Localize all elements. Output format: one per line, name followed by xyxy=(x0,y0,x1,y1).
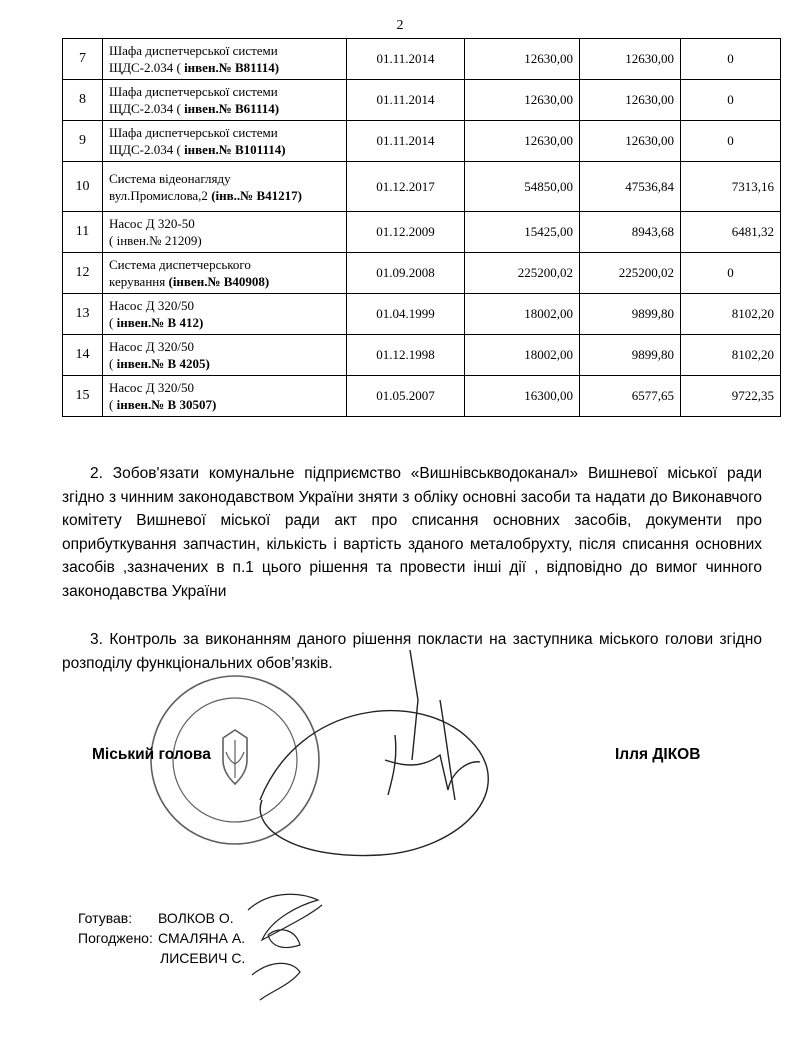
asset-name: Шафа диспетчерської системи ЩДС-2.034 ( інвен.№ В81114) xyxy=(103,39,347,80)
lysevych-signature xyxy=(252,963,300,1000)
initial-value: 12630,00 xyxy=(465,39,580,80)
row-number: 14 xyxy=(63,335,103,376)
paragraph-3: 3. Контроль за виконанням даного рішення покласти на заступника міського голови згідно розподілу функціональних обов’язків. xyxy=(62,631,762,672)
inventory-number: (інв..№ В41217) xyxy=(211,187,302,203)
initial-value: 16300,00 xyxy=(465,376,580,417)
asset-name: Насос Д 320-50 ( інвен.№ 21209) xyxy=(103,212,347,253)
commission-date: 01.11.2014 xyxy=(347,121,465,162)
initial-value: 18002,00 xyxy=(465,335,580,376)
depreciation-value: 225200,02 xyxy=(580,253,681,294)
asset-name: Насос Д 320/50 ( інвен.№ В 30507) xyxy=(103,376,347,417)
table-row xyxy=(63,121,781,162)
asset-name: Система диспетчерського керування (інвен.№ В40908) xyxy=(103,253,347,294)
row-number: 9 xyxy=(63,121,103,162)
commission-date: 01.12.2009 xyxy=(347,212,465,253)
row-number: 11 xyxy=(63,212,103,253)
residual-value: 0 xyxy=(681,39,781,80)
signature-title: Міський голова xyxy=(92,746,211,763)
initial-value: 18002,00 xyxy=(465,294,580,335)
asset-name: Насос Д 320/50 ( інвен.№ В 412) xyxy=(103,294,347,335)
table-row xyxy=(63,212,781,253)
residual-value: 8102,20 xyxy=(681,294,781,335)
residual-value: 0 xyxy=(681,121,781,162)
residual-value: 0 xyxy=(681,80,781,121)
commission-date: 01.12.1998 xyxy=(347,335,465,376)
agreed-label: Погоджено: xyxy=(78,930,153,946)
commission-date: 01.09.2008 xyxy=(347,253,465,294)
prepared-label: Готував: xyxy=(78,910,133,926)
assets-table xyxy=(62,38,781,417)
initial-value: 12630,00 xyxy=(465,80,580,121)
residual-value: 9722,35 xyxy=(681,376,781,417)
asset-name: Шафа диспетчерської системи ЩДС-2.034 ( інвен.№ В61114) xyxy=(103,80,347,121)
depreciation-value: 8943,68 xyxy=(580,212,681,253)
approval-block xyxy=(78,908,245,968)
depreciation-value: 47536,84 xyxy=(580,162,681,212)
mayor-signature xyxy=(260,650,488,856)
inventory-number: інвен.№ В61114) xyxy=(184,101,280,116)
depreciation-value: 6577,65 xyxy=(580,376,681,417)
agreed-name-1: СМАЛЯНА А. xyxy=(158,930,246,946)
depreciation-value: 9899,80 xyxy=(580,335,681,376)
residual-value: 8102,20 xyxy=(681,335,781,376)
asset-name: Насос Д 320/50 ( інвен.№ В 4205) xyxy=(103,335,347,376)
initial-value: 12630,00 xyxy=(465,121,580,162)
agreed-name-2: ЛИСЕВИЧ С. xyxy=(160,950,246,966)
depreciation-value: 9899,80 xyxy=(580,294,681,335)
paragraph-2: 2. Зобов'язати комунальне підприємство «Вишнівськводоканал» Вишневої міської ради згідно з чинним законодавством України зняти з обліку основні засоби та надати до Виконавчого комітету Вишневої міської ради акт про списання основних засобів, документи про оприбуткування запчастин, кількість і вартість зданого металобрухту, після списання основних засобів ,зазначених в п.1 цього рішення та провести інші дії , відповідно до вимог чинного законодавства України xyxy=(62,465,762,600)
table-row xyxy=(63,162,781,212)
inventory-number: інвен.№ В101114) xyxy=(184,142,286,157)
page-number: 2 xyxy=(396,18,404,33)
inventory-number: інвен.№ В 4205) xyxy=(116,356,210,371)
volkov-signature xyxy=(248,894,322,947)
depreciation-value: 12630,00 xyxy=(580,80,681,121)
asset-name: Система відеонагляду вул.Промислова,2 (інв..№ В41217) xyxy=(103,162,347,212)
row-number: 12 xyxy=(63,253,103,294)
prepared-name: ВОЛКОВ О. xyxy=(158,910,234,926)
commission-date: 01.05.2007 xyxy=(347,376,465,417)
residual-value: 6481,32 xyxy=(681,212,781,253)
table-row xyxy=(63,376,781,417)
signature-name: Ілля ДІКОВ xyxy=(615,746,701,763)
initial-value: 54850,00 xyxy=(465,162,580,212)
inventory-number: (інвен.№ В40908) xyxy=(168,274,270,289)
table-row xyxy=(63,80,781,121)
inventory-number: інвен.№ В81114) xyxy=(184,60,280,75)
row-number: 15 xyxy=(63,376,103,417)
depreciation-value: 12630,00 xyxy=(580,39,681,80)
table-row xyxy=(63,294,781,335)
row-number: 8 xyxy=(63,80,103,121)
commission-date: 01.11.2014 xyxy=(347,80,465,121)
initial-value: 15425,00 xyxy=(465,212,580,253)
commission-date: 01.11.2014 xyxy=(347,39,465,80)
commission-date: 01.12.2017 xyxy=(347,162,465,212)
inventory-number: інвен.№ В 30507) xyxy=(116,397,217,412)
row-number: 13 xyxy=(63,294,103,335)
commission-date: 01.04.1999 xyxy=(347,294,465,335)
table-row xyxy=(63,335,781,376)
table-row xyxy=(63,39,781,80)
asset-name: Шафа диспетчерської системи ЩДС-2.034 ( інвен.№ В101114) xyxy=(103,121,347,162)
residual-value: 0 xyxy=(681,253,781,294)
inventory-number: інвен.№ В 412) xyxy=(116,315,204,330)
row-number: 10 xyxy=(63,162,103,212)
depreciation-value: 12630,00 xyxy=(580,121,681,162)
table-row xyxy=(63,253,781,294)
initial-value: 225200,02 xyxy=(465,253,580,294)
residual-value: 7313,16 xyxy=(681,162,781,212)
row-number: 7 xyxy=(63,39,103,80)
